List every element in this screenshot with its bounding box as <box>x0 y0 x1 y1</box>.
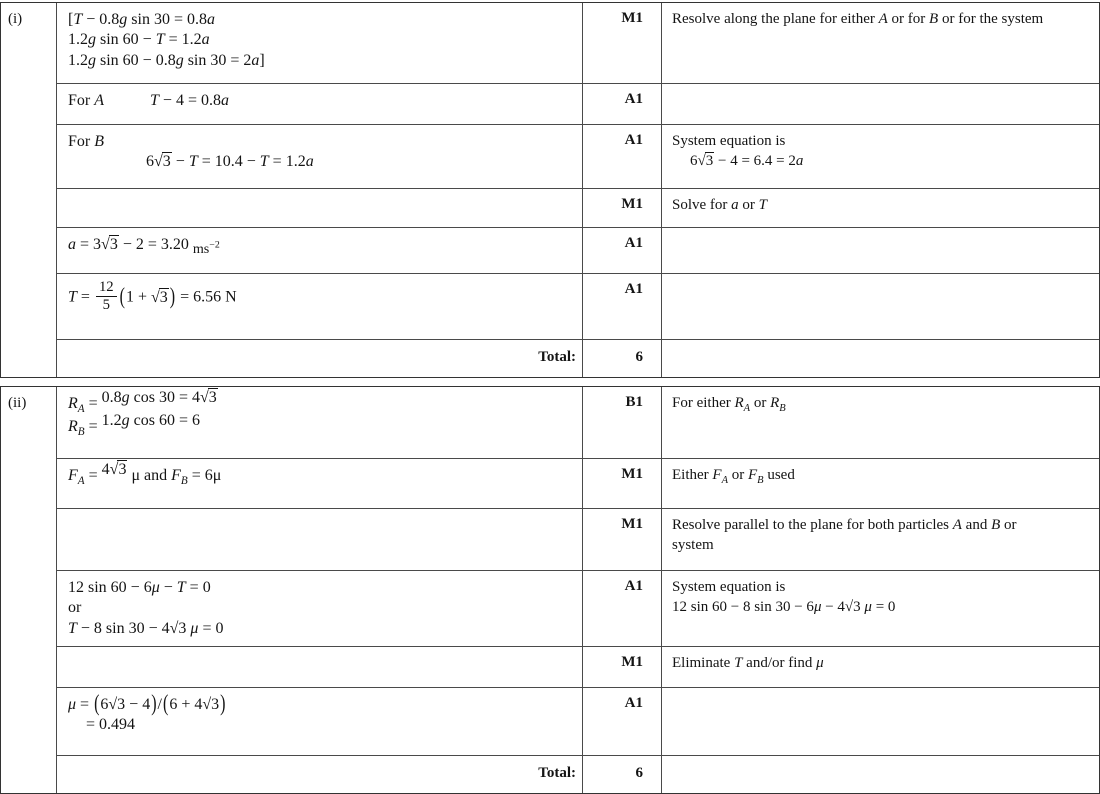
mark-scheme-row <box>57 83 1099 124</box>
working-line: = 0.494 <box>86 716 136 734</box>
working-line: a = 3√3 − 2 = 3.20 $ms^{-2}$ <box>68 236 220 257</box>
part-ii-label: (ii) <box>1 387 57 793</box>
comment-cell <box>662 647 1099 687</box>
working-line: 1.2g sin 60 − 0.8g sin 30 = 2a] <box>68 51 265 69</box>
comment-cell <box>662 387 1099 458</box>
fraction: $\frac{12}{5}$ <box>96 279 117 313</box>
comment-line: Resolve parallel to the plane for both particles A and B or <box>672 517 1017 533</box>
comment-cell <box>662 189 1099 227</box>
working-cell <box>57 189 582 227</box>
working-cell <box>57 647 582 687</box>
mark-code-cell: A1 <box>582 228 662 273</box>
working-line: T = $\frac{12}{5}$ (1 + √3 ) = 6.56 N <box>68 279 237 313</box>
comment-line: Resolve along the plane for either A or for B or for the system <box>672 11 1044 27</box>
mark-scheme-row <box>57 124 1099 188</box>
working-line: or <box>68 599 82 617</box>
working-cell <box>57 84 582 124</box>
mark-scheme-row <box>57 687 1099 755</box>
mark-scheme-row <box>57 646 1099 687</box>
comment-line: Eliminate T and/or find μ <box>672 655 824 671</box>
working-line: For B <box>68 133 105 150</box>
mark-code-cell: M1 <box>582 509 662 570</box>
mark-scheme-row <box>57 188 1099 227</box>
mark-code-cell: M1 <box>582 647 662 687</box>
mark-scheme-row <box>57 273 1099 339</box>
comment-line: 12 sin 60 − 8 sin 30 − 6μ − 4√3 μ = 0 <box>672 598 896 615</box>
mark-scheme-row <box>57 3 1099 83</box>
comment-cell <box>662 274 1099 339</box>
part-i-mark-table <box>0 2 1100 378</box>
mark-scheme-row <box>57 570 1099 646</box>
comment-cell <box>662 509 1099 570</box>
working-cell <box>57 228 582 273</box>
working-line: μ = (6√3 − 4)/(6 + 4√3) <box>68 691 226 717</box>
mark-code-cell: A1 <box>582 84 662 124</box>
comment-line: 6√3 − 4 = 6.4 = 2a <box>690 152 804 169</box>
comment-line: Either $F_A$ or $F_B$ used <box>672 467 795 486</box>
total-row <box>57 755 1099 793</box>
mark-scheme-row <box>57 458 1099 508</box>
total-marks-cell: 6 <box>582 340 662 377</box>
working-line: T − 8 sin 30 − 4√3 μ = 0 <box>68 619 224 637</box>
comment-cell <box>662 125 1099 188</box>
comment-cell <box>662 228 1099 273</box>
sqrt-overline: √3 <box>151 288 168 306</box>
working-line: For A T − 4 = 0.8a <box>68 92 229 109</box>
mark-code-cell: M1 <box>582 459 662 508</box>
working-line: 6√3 − T = 10.4 − T = 1.2a <box>146 153 314 171</box>
mark-code-cell: M1 <box>582 189 662 227</box>
comment-cell <box>662 84 1099 124</box>
total-label-cell: Total: <box>538 765 576 781</box>
working-cell <box>57 459 582 508</box>
mark-scheme-row <box>57 508 1099 570</box>
sqrt-overline: √3 <box>101 236 118 253</box>
working-line: [T − 0.8g sin 30 = 0.8a <box>68 11 215 28</box>
sqrt-overline: √3 <box>200 389 217 406</box>
mark-scheme-row <box>57 387 1099 458</box>
comment-cell <box>662 459 1099 508</box>
working-cell <box>57 688 582 755</box>
total-row <box>57 339 1099 377</box>
working-cell <box>57 571 582 646</box>
sqrt-overline: √3 <box>697 152 714 169</box>
comment-line: System equation is <box>672 579 786 595</box>
working-line: $F_A = 4√3$ μ and $F_B = 6\mu$ <box>68 461 222 488</box>
mark-code-cell: A1 <box>582 125 662 188</box>
part-i-rows <box>57 3 1099 377</box>
comment-cell <box>662 571 1099 646</box>
part-ii-mark-table <box>0 386 1100 794</box>
mark-scheme-row <box>57 227 1099 273</box>
working-cell <box>57 125 582 188</box>
total-label-cell: Total: <box>538 349 576 365</box>
mark-code-cell: A1 <box>582 571 662 646</box>
comment-line: System equation is <box>672 133 786 149</box>
part-ii-rows <box>57 387 1099 793</box>
comment-cell <box>662 3 1099 83</box>
working-line: 12 sin 60 − 6μ − T = 0 <box>68 579 211 596</box>
working-line: $R_B = 1.2g$ cos 60 = 6 <box>68 411 201 438</box>
comment-cell <box>662 688 1099 755</box>
mark-code-cell: A1 <box>582 274 662 339</box>
mark-code-cell: M1 <box>582 3 662 83</box>
mark-code-cell: B1 <box>582 387 662 458</box>
comment-cell <box>662 340 1099 377</box>
mark-code-cell: A1 <box>582 688 662 755</box>
working-cell <box>57 509 582 570</box>
working-cell <box>57 274 582 339</box>
total-marks-cell: 6 <box>582 756 662 793</box>
working-cell <box>57 3 582 83</box>
sqrt-overline: √3 <box>109 461 127 478</box>
working-line: 1.2g sin 60 − T = 1.2a <box>68 31 210 49</box>
comment-line: For either $R_A$ or $R_B$ <box>672 395 786 414</box>
working-cell <box>57 387 582 458</box>
sqrt-overline: √3 <box>154 153 171 171</box>
part-i-label: (i) <box>1 3 57 377</box>
comment-line: Solve for a or T <box>672 197 768 213</box>
comment-cell <box>662 756 1099 793</box>
comment-line: system <box>672 536 714 553</box>
working-line: $R_A = 0.8g$ cos 30 = 4√3 <box>68 389 217 416</box>
